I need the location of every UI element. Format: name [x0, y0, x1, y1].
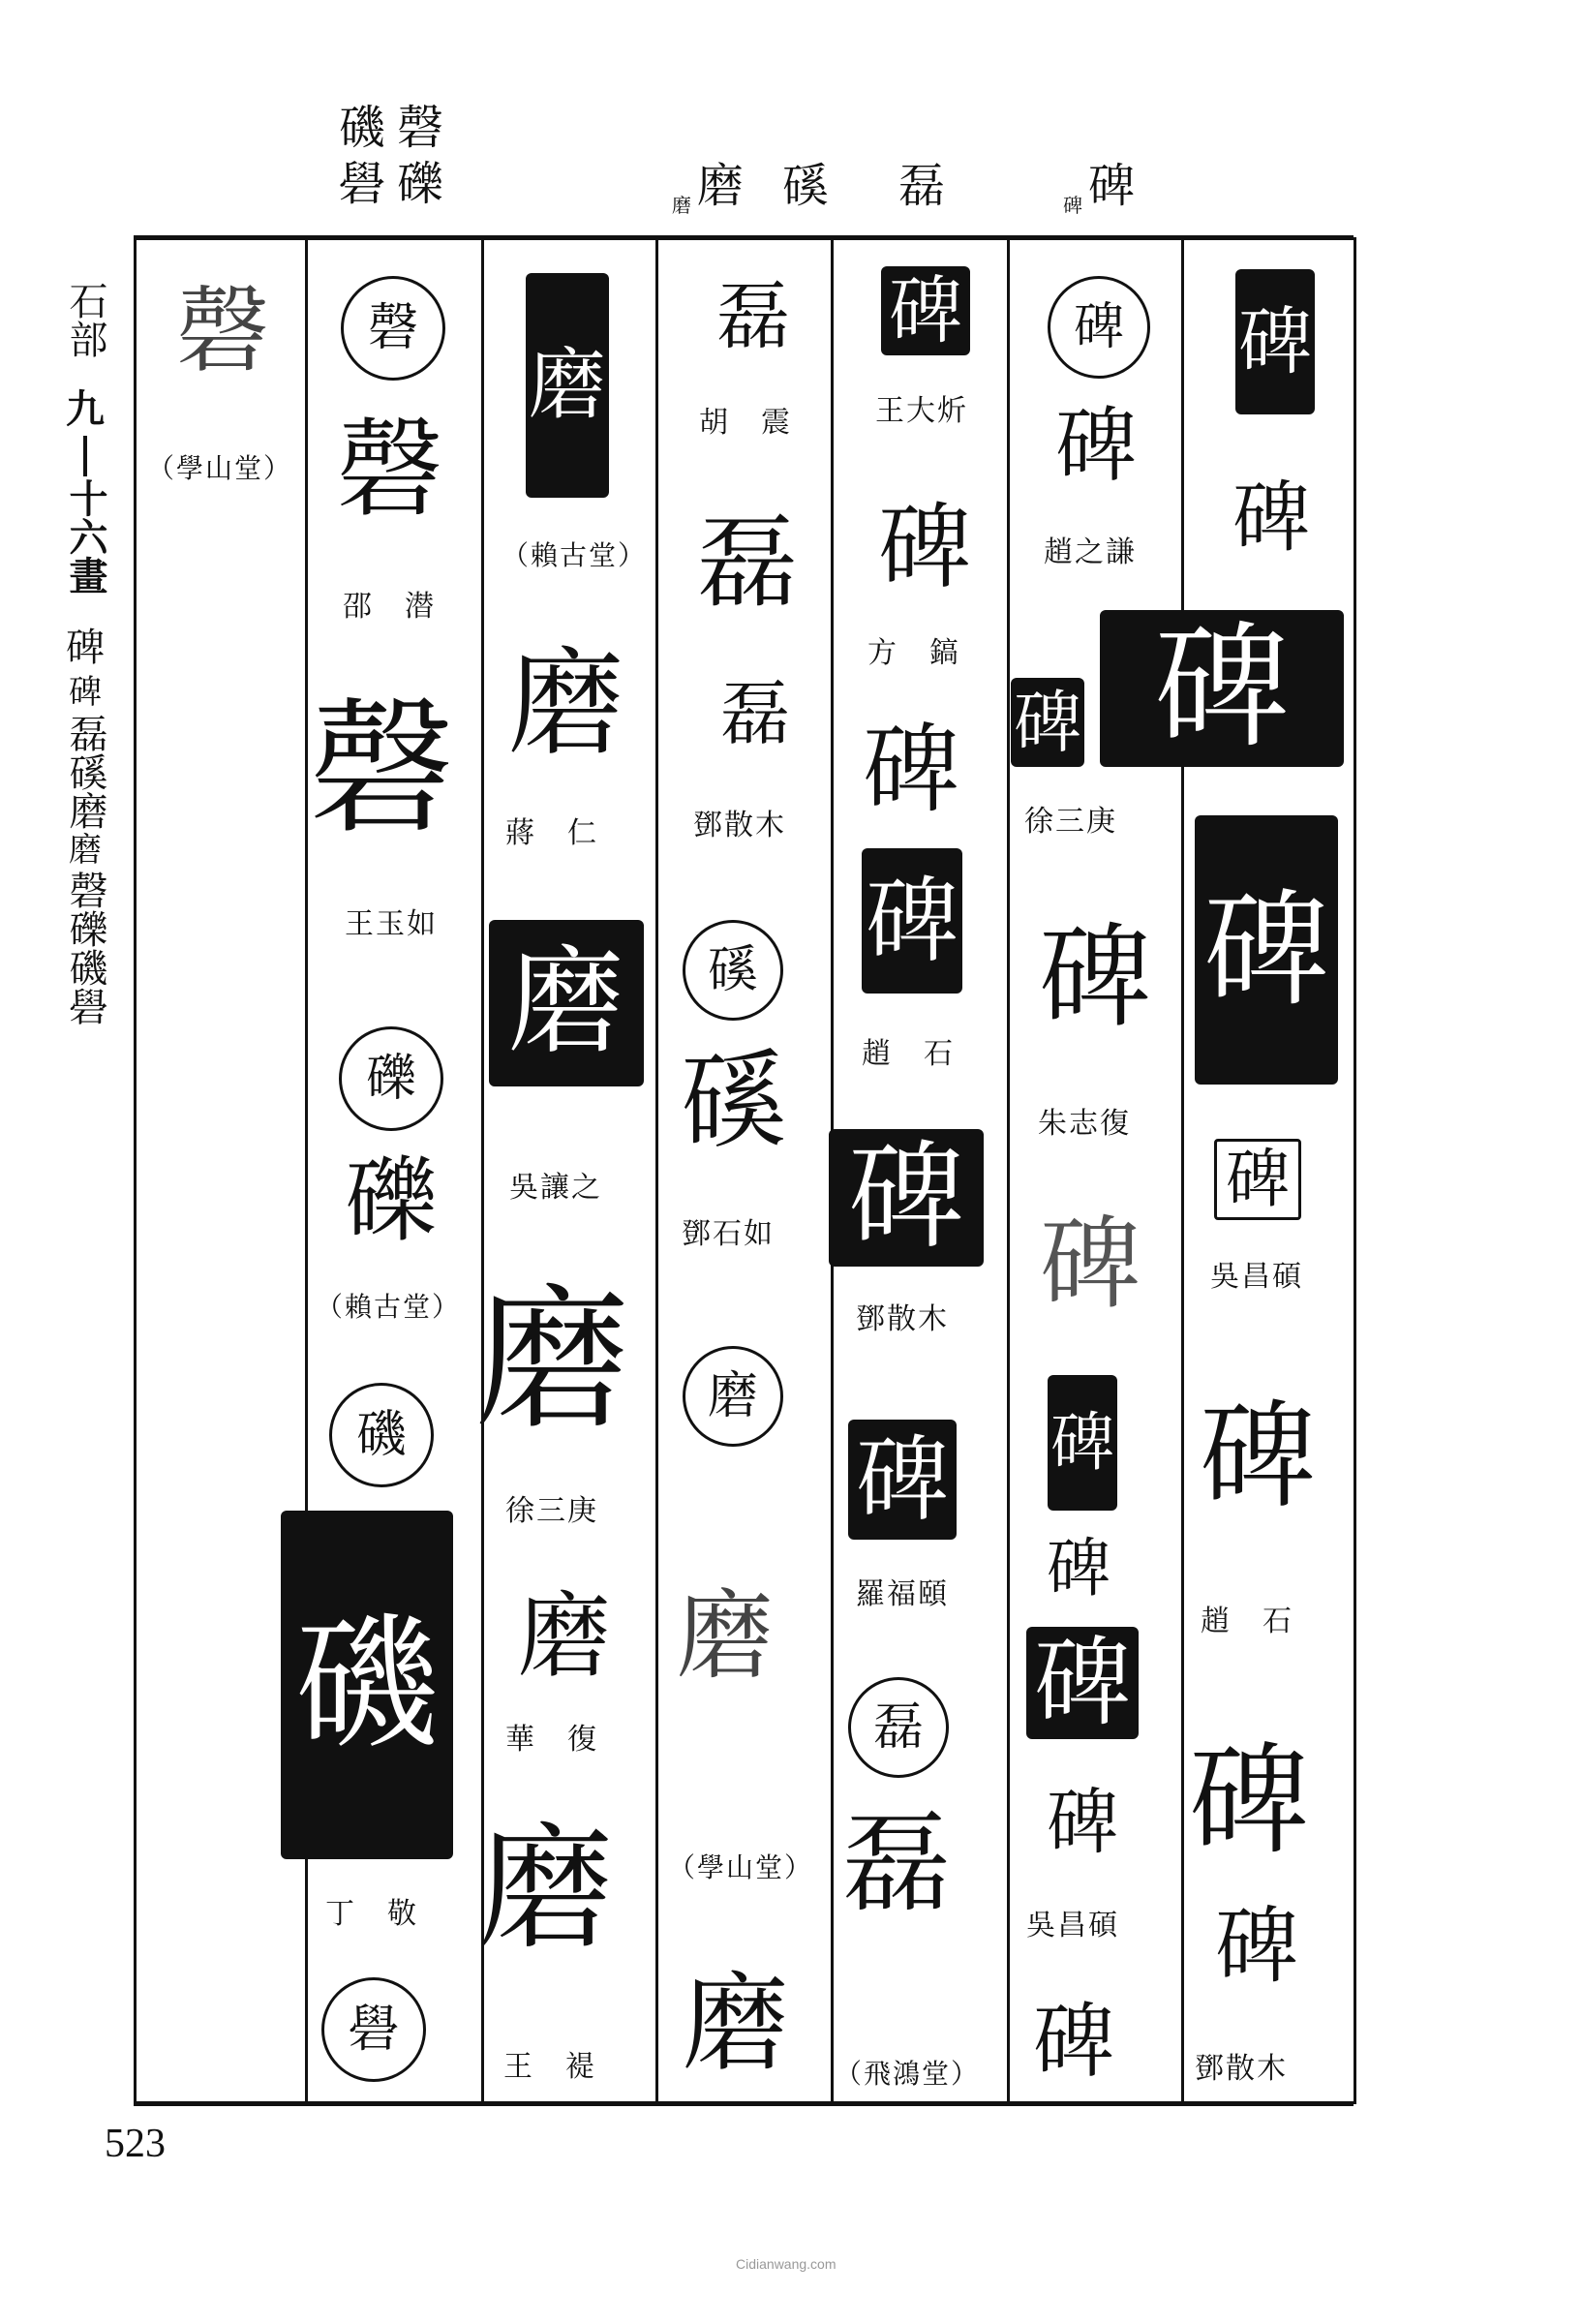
- seal-attribution: 吳讓之: [509, 1171, 602, 1205]
- seal-attribution: 徐三庚: [1024, 805, 1117, 839]
- character-badge: 碑: [1048, 276, 1150, 379]
- seal-impression: 碑: [829, 1129, 984, 1267]
- seal-attribution: 王玉如: [345, 907, 438, 941]
- seal-attribution: 吳昌碩: [1026, 1909, 1119, 1942]
- seal-impression: 碑: [1032, 1994, 1114, 2089]
- seal-impression: 磊: [719, 673, 790, 754]
- seal-impression: 碑: [862, 848, 962, 994]
- seal-attribution: 方 鎬: [867, 636, 960, 670]
- seal-attribution: 華 復: [505, 1723, 598, 1757]
- sidebar-chars-5: 磬礫磯礐: [63, 871, 107, 1025]
- header-col1-bottom: 礐礫: [339, 157, 456, 211]
- seal-attribution: 丁 敬: [325, 1897, 418, 1931]
- seal-impression: 碑: [848, 1420, 957, 1540]
- seal-impression: 礫: [345, 1147, 438, 1255]
- seal-impression: 碑: [1214, 1139, 1301, 1220]
- seal-impression: 碑: [863, 713, 959, 826]
- seal-attribution: 趙 石: [1201, 1605, 1293, 1638]
- seal-impression: 磬: [308, 686, 454, 854]
- column-divider: [1007, 237, 1010, 2104]
- seal-attribution: 吳昌碩: [1210, 1260, 1303, 1294]
- seal-impression: 碑: [1047, 1531, 1110, 1605]
- seal-attribution: 趙 石: [862, 1037, 955, 1071]
- seal-impression: 碑: [1215, 1898, 1298, 1995]
- seal-attribution: （學山堂）: [668, 1851, 814, 1883]
- page-number: 523: [105, 2122, 166, 2166]
- seal-attribution: 蔣 仁: [505, 816, 598, 850]
- seal-attribution: 王 褆: [503, 2050, 596, 2084]
- sidebar-chars-2: 碑: [69, 673, 102, 712]
- seal-impression: 磊: [716, 273, 790, 359]
- sidebar-strokes: 九: [66, 386, 105, 432]
- seal-impression: 碑: [878, 493, 971, 601]
- sidebar-chars-4: 磨: [69, 830, 102, 870]
- header-col5: 磎: [782, 159, 830, 213]
- seal-attribution: 胡 震: [699, 406, 792, 440]
- column-divider: [1354, 237, 1356, 2104]
- seal-attribution: 王大炘: [875, 394, 968, 428]
- seal-impression: 磊: [842, 1801, 951, 1927]
- seal-impression: 碑: [881, 266, 970, 355]
- seal-impression: 碑: [1235, 269, 1315, 414]
- seal-impression: 磨: [508, 636, 624, 772]
- header-col7: 碑: [1088, 159, 1136, 213]
- seal-impression: 碑: [1054, 398, 1137, 493]
- seal-impression: 碑: [1200, 1390, 1316, 1524]
- seal-impression: 磯: [281, 1511, 453, 1859]
- seal-impression: 碑: [1048, 1375, 1117, 1511]
- seal-impression: 磨: [677, 1579, 774, 1693]
- sidebar-part: 石部: [63, 281, 107, 358]
- seal-impression: 磊: [696, 504, 798, 622]
- seal-attribution: 鄧石如: [682, 1217, 775, 1251]
- seal-impression: 碑: [1026, 1627, 1139, 1739]
- character-badge: 磨: [683, 1346, 783, 1447]
- seal-impression: 磨: [526, 273, 609, 498]
- seal-impression: 碑: [1047, 1781, 1118, 1864]
- seal-impression: 碑: [1039, 912, 1151, 1043]
- seal-impression: 磨: [477, 1811, 614, 1969]
- seal-attribution: （賴古堂）: [316, 1291, 462, 1323]
- sidebar-chars-3: 磊磎磨: [63, 713, 107, 830]
- seal-attribution: （賴古堂）: [502, 539, 648, 571]
- seal-attribution: 鄧散木: [856, 1302, 949, 1336]
- seal-attribution: 鄧散木: [1195, 2052, 1288, 2086]
- seal-impression: 碑: [1232, 473, 1310, 563]
- seal-impression: 磨: [474, 1269, 630, 1451]
- seal-impression: 碑: [1039, 1205, 1141, 1323]
- character-badge: 磊: [848, 1677, 949, 1778]
- seal-attribution: （飛鴻堂）: [835, 2058, 981, 2090]
- seal-impression: 碑: [1188, 1731, 1309, 1871]
- character-badge: 礐: [321, 1977, 426, 2082]
- seal-impression: 磎: [681, 1039, 787, 1163]
- seal-impression: 磬: [176, 277, 269, 385]
- header-col6: 磊: [898, 159, 946, 213]
- header-col4-small: 磨: [672, 194, 691, 217]
- seal-impression: 磬: [336, 408, 443, 532]
- seal-impression: 磨: [518, 1582, 611, 1691]
- seal-attribution: 邵 潜: [343, 590, 436, 624]
- sidebar-dash: [83, 436, 87, 476]
- column-divider: [655, 237, 658, 2104]
- sidebar-strokes-end: 十六畫: [63, 478, 108, 595]
- seal-impression: 碑: [1011, 678, 1084, 767]
- watermark: Cidianwang.com: [736, 2256, 837, 2272]
- seal-attribution: 羅福頤: [856, 1577, 949, 1611]
- seal-impression: 碑: [1100, 610, 1344, 767]
- seal-attribution: 鄧散木: [693, 809, 786, 842]
- seal-attribution: 趙之謙: [1044, 535, 1137, 569]
- character-badge: 磯: [329, 1383, 434, 1487]
- header-col7-small: 碑: [1063, 194, 1082, 217]
- sidebar-chars: 碑: [66, 626, 105, 670]
- seal-attribution: 朱志復: [1038, 1107, 1131, 1141]
- seal-attribution: （學山堂）: [147, 452, 293, 484]
- seal-attribution: 徐三庚: [505, 1494, 598, 1528]
- seal-impression: 碑: [1195, 815, 1338, 1085]
- sidebar: [60, 281, 110, 1025]
- character-badge: 磎: [683, 920, 783, 1021]
- seal-impression: 磨: [683, 1962, 789, 2086]
- character-badge: 磬: [341, 276, 445, 381]
- seal-impression: 磨: [489, 920, 644, 1086]
- header-col1-top: 磯磬: [339, 101, 456, 155]
- character-badge: 礫: [339, 1026, 443, 1131]
- header-col4: 磨: [697, 159, 745, 213]
